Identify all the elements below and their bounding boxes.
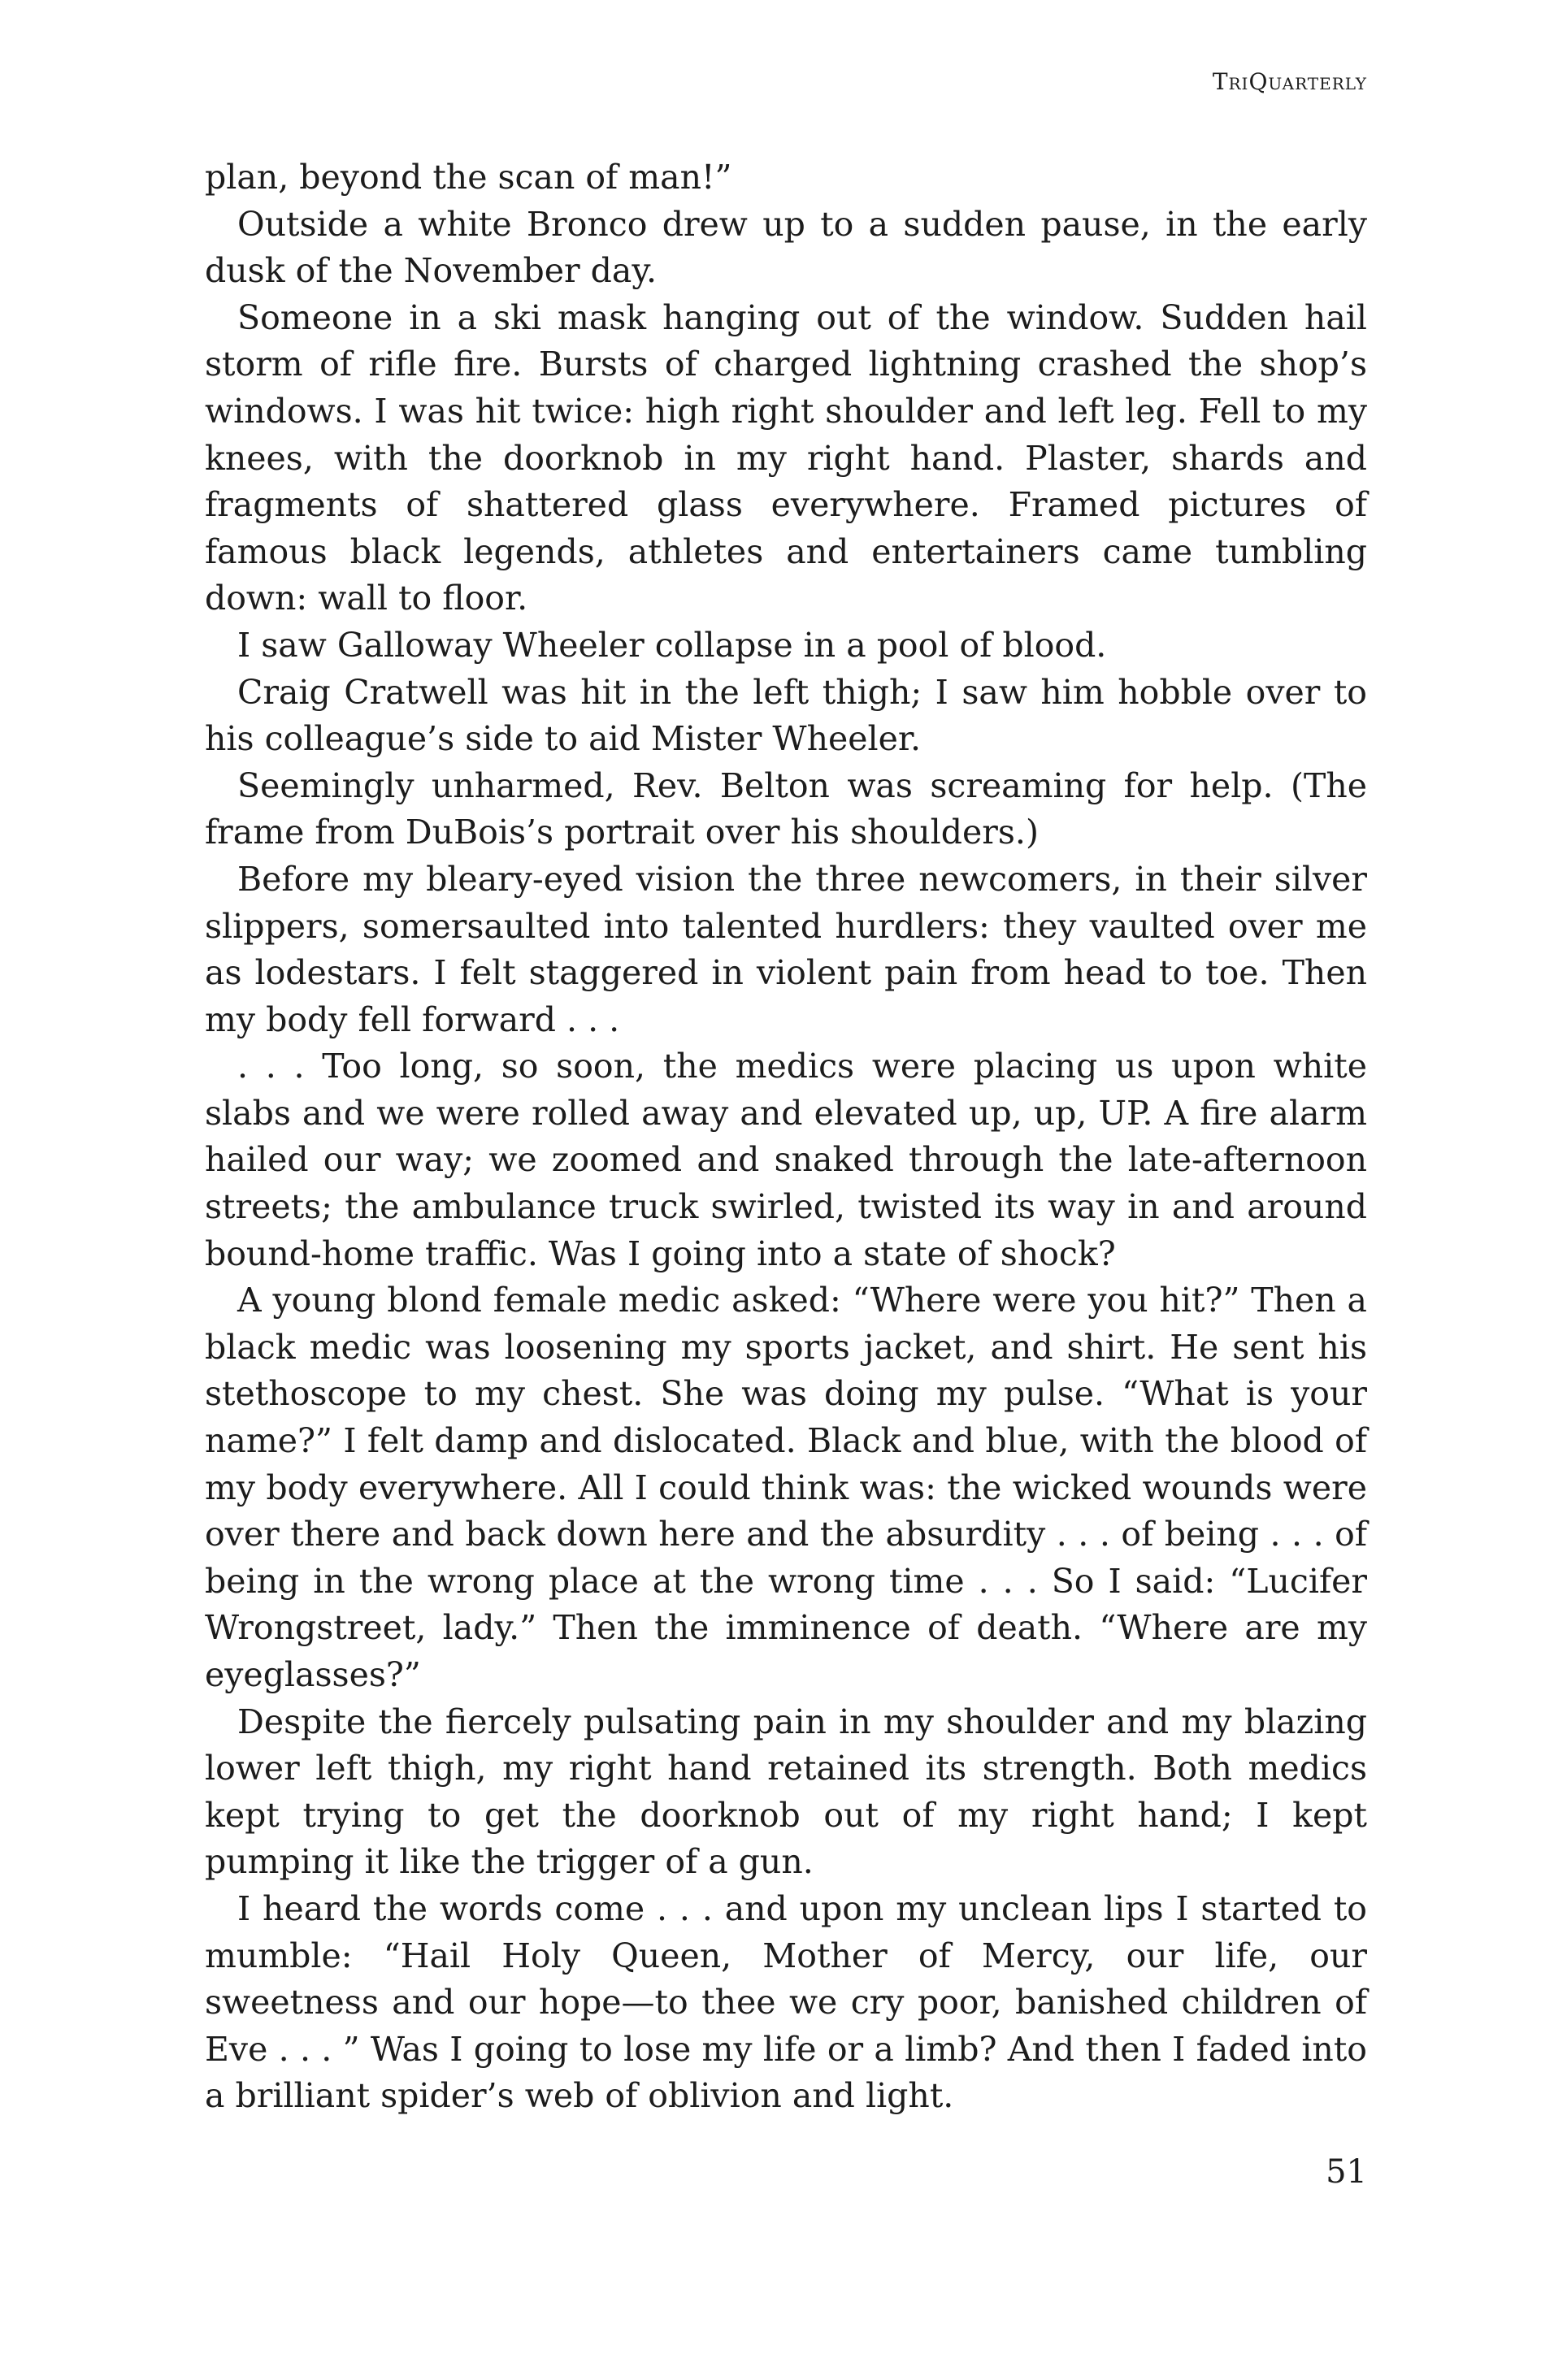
- page-number: 51: [1326, 2153, 1367, 2191]
- paragraph: Seemingly unharmed, Rev. Belton was screaming for help. (The frame from DuBois’s portrait over his shoulders.): [205, 765, 1367, 852]
- body-text: [205, 154, 1367, 2120]
- paragraph: Despite the fiercely pulsating pain in my shoulder and my blazing lower left thigh, my right hand retained its strength. Both medics kept trying to get the doorknob out of my right hand; I kept pumping it like the trigger of a gun.: [205, 1702, 1367, 1882]
- paragraph: plan, beyond the scan of man!”: [205, 158, 732, 197]
- paragraph: Someone in a ski mask hanging out of the window. Sudden hail storm of rifle fire. Bursts of charged lightning crashed the shop’s windows. I was hit twice: high right shoulder and left leg. Fell to my knees, with the doorknob in my right hand. Plaster, shards and fragments of shattered glass everywhere. Framed pictures of famous black legends, athletes and entertainers came tumbling down: wall to floor.: [205, 297, 1367, 618]
- paragraph: I heard the words come . . . and upon my unclean lips I started to mumble: “Hail Holy Queen, Mother of Mercy, our life, our sweetness and our hope—to thee we cry poor, banished children of Eve . . . ” Was I going to lose my life or a limb? And then I faded into a brilliant spider’s web of oblivion and light.: [205, 1888, 1367, 2116]
- paragraph: Before my bleary-eyed vision the three newcomers, in their silver slippers, somersaulted into talented hurdlers: they vaulted over me as lodestars. I felt staggered in violent pain from head to toe. Then my body fell forward . . .: [205, 859, 1367, 1039]
- paragraph: I saw Galloway Wheeler collapse in a pool of blood.: [237, 625, 1107, 665]
- paragraph: Outside a white Bronco drew up to a sudden pause, in the early dusk of the November day.: [205, 204, 1367, 291]
- paragraph: . . . Too long, so soon, the medics were placing us upon white slabs and we were rolled away and elevated up, up, UP. A fire alarm hailed our way; we zoomed and snaked through the late-afternoon streets; the ambulance truck swirled, twisted its way in and around bound-home traffic. Was I going into a state of shock?: [205, 1047, 1367, 1273]
- running-head: TriQuarterly: [1212, 68, 1367, 95]
- paragraph: A young blond female medic asked: “Where were you hit?” Then a black medic was loosening my sports jacket, and shirt. He sent his stethoscope to my chest. She was doing my pulse. “What is your name?” I felt damp and dislocated. Black and blue, with the blood of my body everywhere. All I could think was: the wicked wounds were over there and back down here and the absurdity . . . of being . . . of being in the wrong place at the wrong time . . . So I said: “Lucifer Wrongstreet, lady.” Then the imminence of death. “Where are my eyeglasses?”: [205, 1281, 1367, 1694]
- paragraph: Craig Cratwell was hit in the left thigh; I saw him hobble over to his colleague’s side to aid Mister Wheeler.: [205, 672, 1367, 759]
